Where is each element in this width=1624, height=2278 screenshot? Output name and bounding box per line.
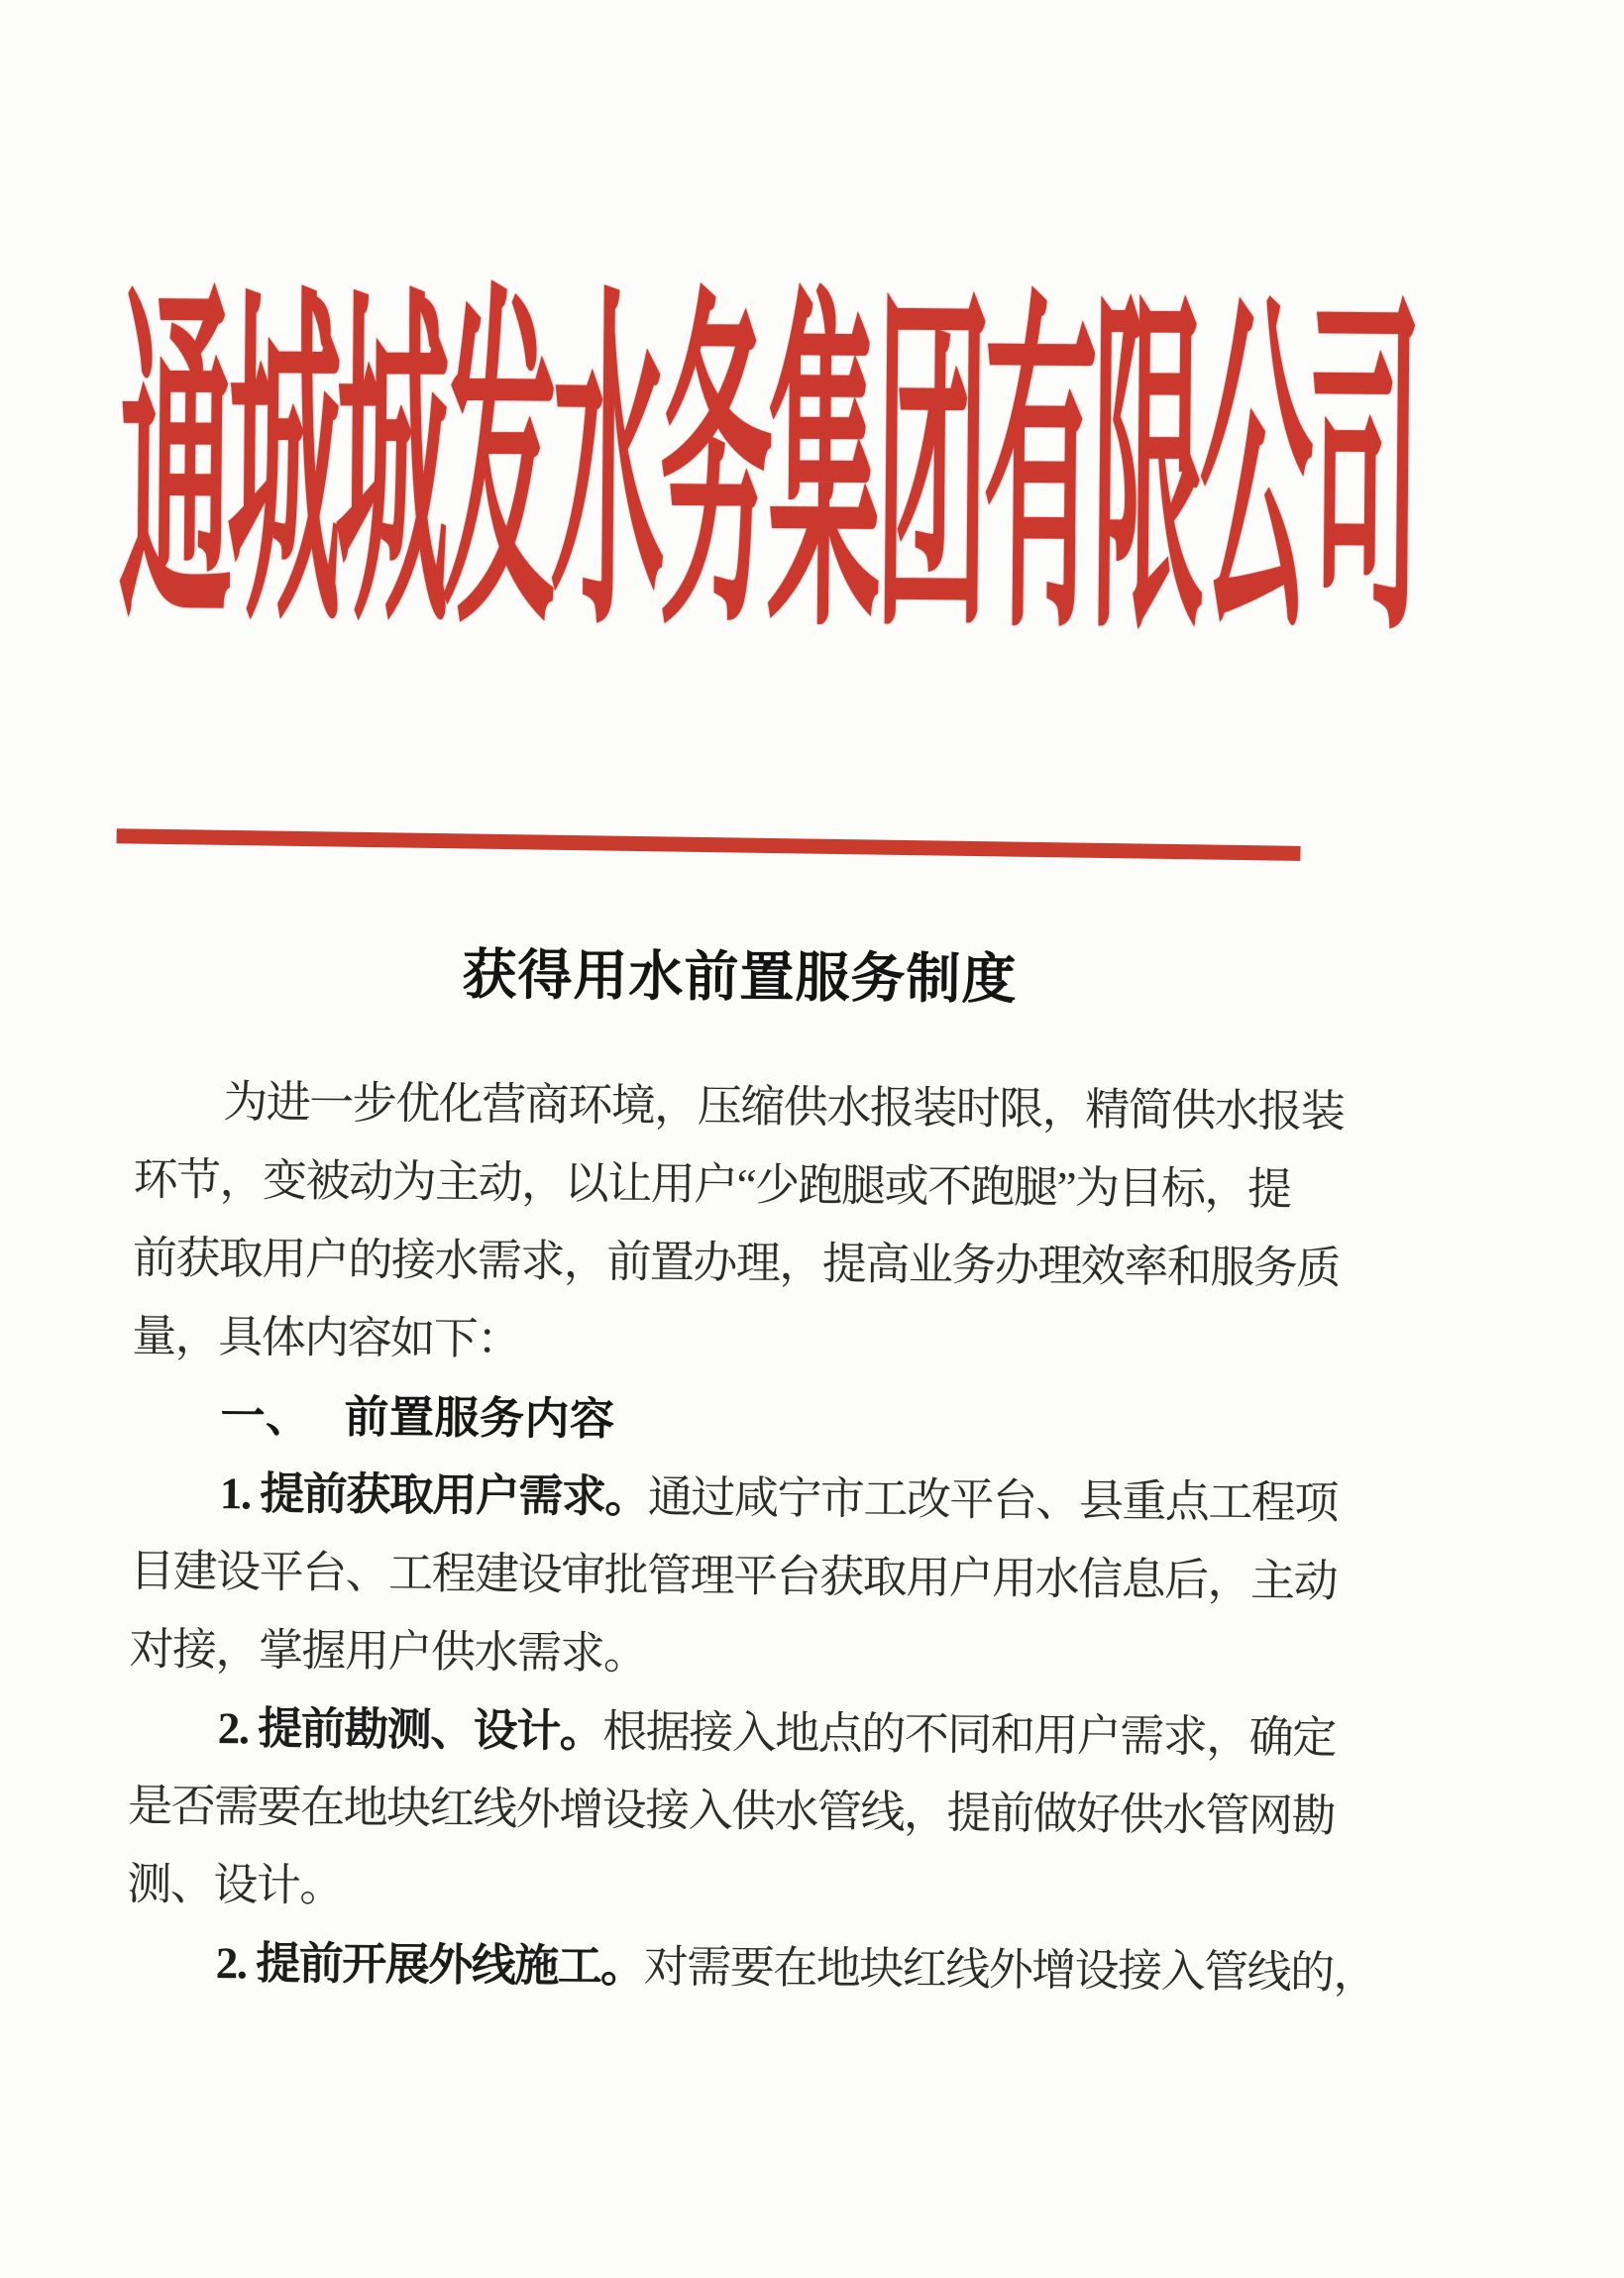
- line-lead: 2. 提前开展外线施工。: [215, 1938, 644, 1992]
- document-body: [126, 1062, 1377, 2012]
- body-line: [130, 1532, 1350, 1621]
- body-line: [126, 1923, 1377, 2012]
- letterhead-divider-rule: [117, 828, 1301, 861]
- body-line: [130, 1454, 1350, 1543]
- line-text: 前获取用户的接水需求，前置办理，提高业务办理效率和服务质: [132, 1233, 1341, 1293]
- body-line: [129, 1610, 1349, 1699]
- line-lead: 1. 提前获取用户需求。: [219, 1468, 649, 1522]
- line-text: 通过咸宁市工改平台、县重点工程项: [647, 1471, 1339, 1528]
- line-text: 测、设计。: [127, 1859, 344, 1911]
- body-line: [133, 1140, 1353, 1230]
- body-line: [127, 1845, 1347, 1934]
- line-text: 为进一步优化营商环境，压缩供水报装时限，精简供水报装: [223, 1077, 1345, 1138]
- body-line: [132, 1297, 1352, 1386]
- line-text: 对接，掌握用户供水需求。: [129, 1624, 647, 1679]
- document-title: 获得用水前置服务制度: [462, 944, 1018, 1011]
- body-line: [128, 1688, 1348, 1778]
- line-text: 是否需要在地块红线外增设接入供水管线，提前做好供水管网勘: [127, 1781, 1336, 1841]
- line-text: 量，具体内容如下：: [132, 1311, 520, 1364]
- line-text: 对需要在地块红线外增设接入管线的，: [643, 1941, 1377, 1999]
- line-text: 目建设平台、工程建设审批管理平台获取用户用水信息后，主动: [129, 1546, 1338, 1606]
- body-line: [134, 1062, 1353, 1151]
- section-heading: [131, 1375, 1351, 1464]
- section-title: 前置服务内容: [344, 1391, 615, 1445]
- body-line: [128, 1767, 1348, 1856]
- body-line: [133, 1219, 1353, 1308]
- line-lead: 2. 提前勘测、设计。: [217, 1703, 603, 1757]
- line-text: 环节，变被动为主动，以让用户“少跑腿或不跑腿”为目标，提: [133, 1154, 1291, 1215]
- section-number: 一、: [220, 1390, 311, 1442]
- line-text: 根据接入地点的不同和用户需求，确定: [602, 1706, 1336, 1763]
- company-letterhead-title: 通城城发水务集团有限公司: [118, 266, 1418, 674]
